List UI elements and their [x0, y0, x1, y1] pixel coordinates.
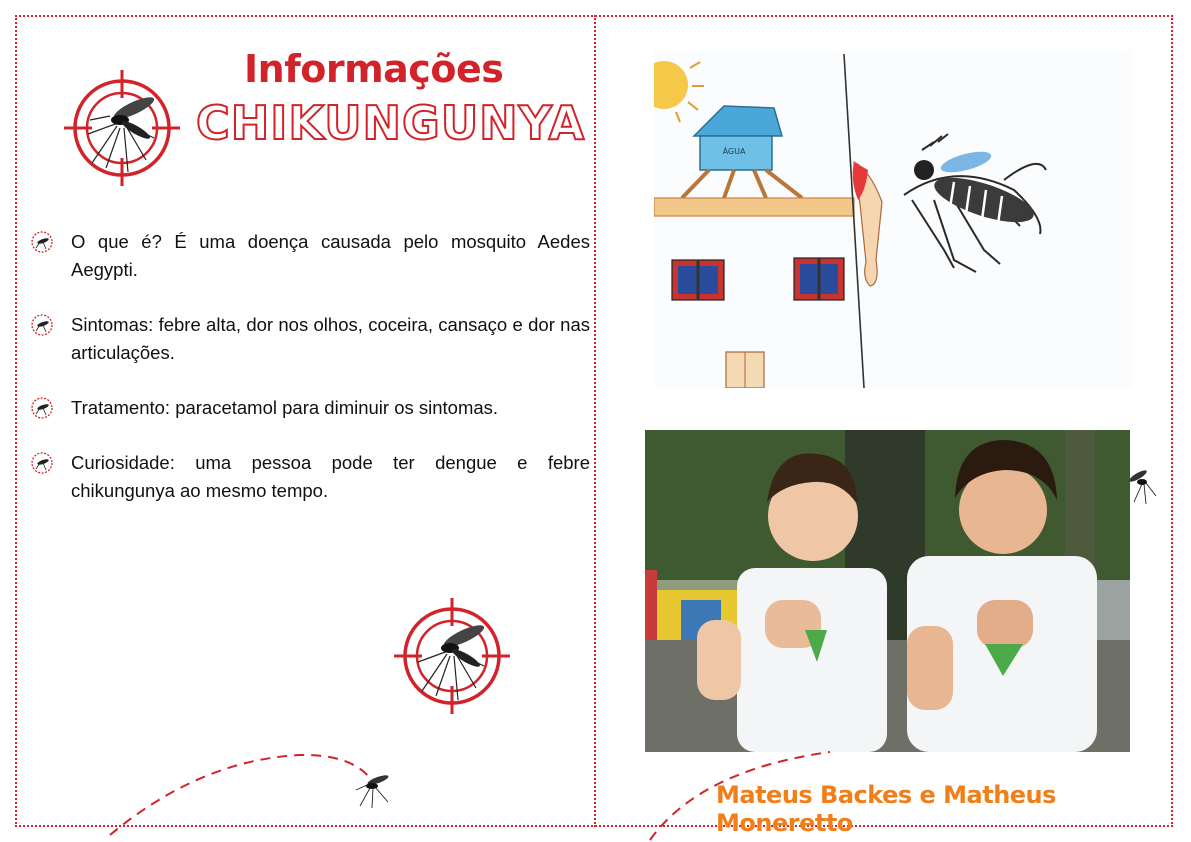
list-item: [30, 394, 590, 422]
mosquito-bullet-icon: [30, 451, 54, 475]
mosquito-bullet-icon: [30, 396, 54, 420]
mosquito-icon: [352, 766, 398, 812]
mosquito-bullet-icon: [30, 313, 54, 337]
item-text: Tratamento: paracetamol para diminuir os sintomas.: [71, 397, 499, 418]
item-text: O que é? É uma doença causada pelo mosquito Aedes Aegypti.: [71, 231, 590, 280]
child-drawing-image: [654, 50, 1132, 388]
title-line1: Informações: [244, 47, 504, 91]
students-photo: [645, 430, 1130, 752]
page-divider: [594, 15, 596, 827]
tank-label: ÁGUA: [722, 147, 746, 156]
item-text: Curiosidade: uma pessoa pode ter dengue e febre chikungunya ao mesmo tempo.: [71, 452, 590, 501]
item-text: Sintomas: febre alta, dor nos olhos, coceira, cansaço e dor nas articulações.: [71, 314, 590, 363]
list-item: [30, 449, 590, 505]
mosquito-icon: [1120, 462, 1160, 506]
list-item: [30, 311, 590, 367]
author-credit: Mateus Backes e Matheus Moneretto: [716, 781, 1056, 837]
mosquito-bullet-icon: [30, 230, 54, 254]
mosquito-target-icon: [62, 68, 182, 188]
info-list: [30, 228, 590, 532]
mosquito-target-icon: [392, 596, 512, 716]
list-item: [30, 228, 590, 284]
title-line2: CHIKUNGUNYA: [196, 96, 586, 150]
